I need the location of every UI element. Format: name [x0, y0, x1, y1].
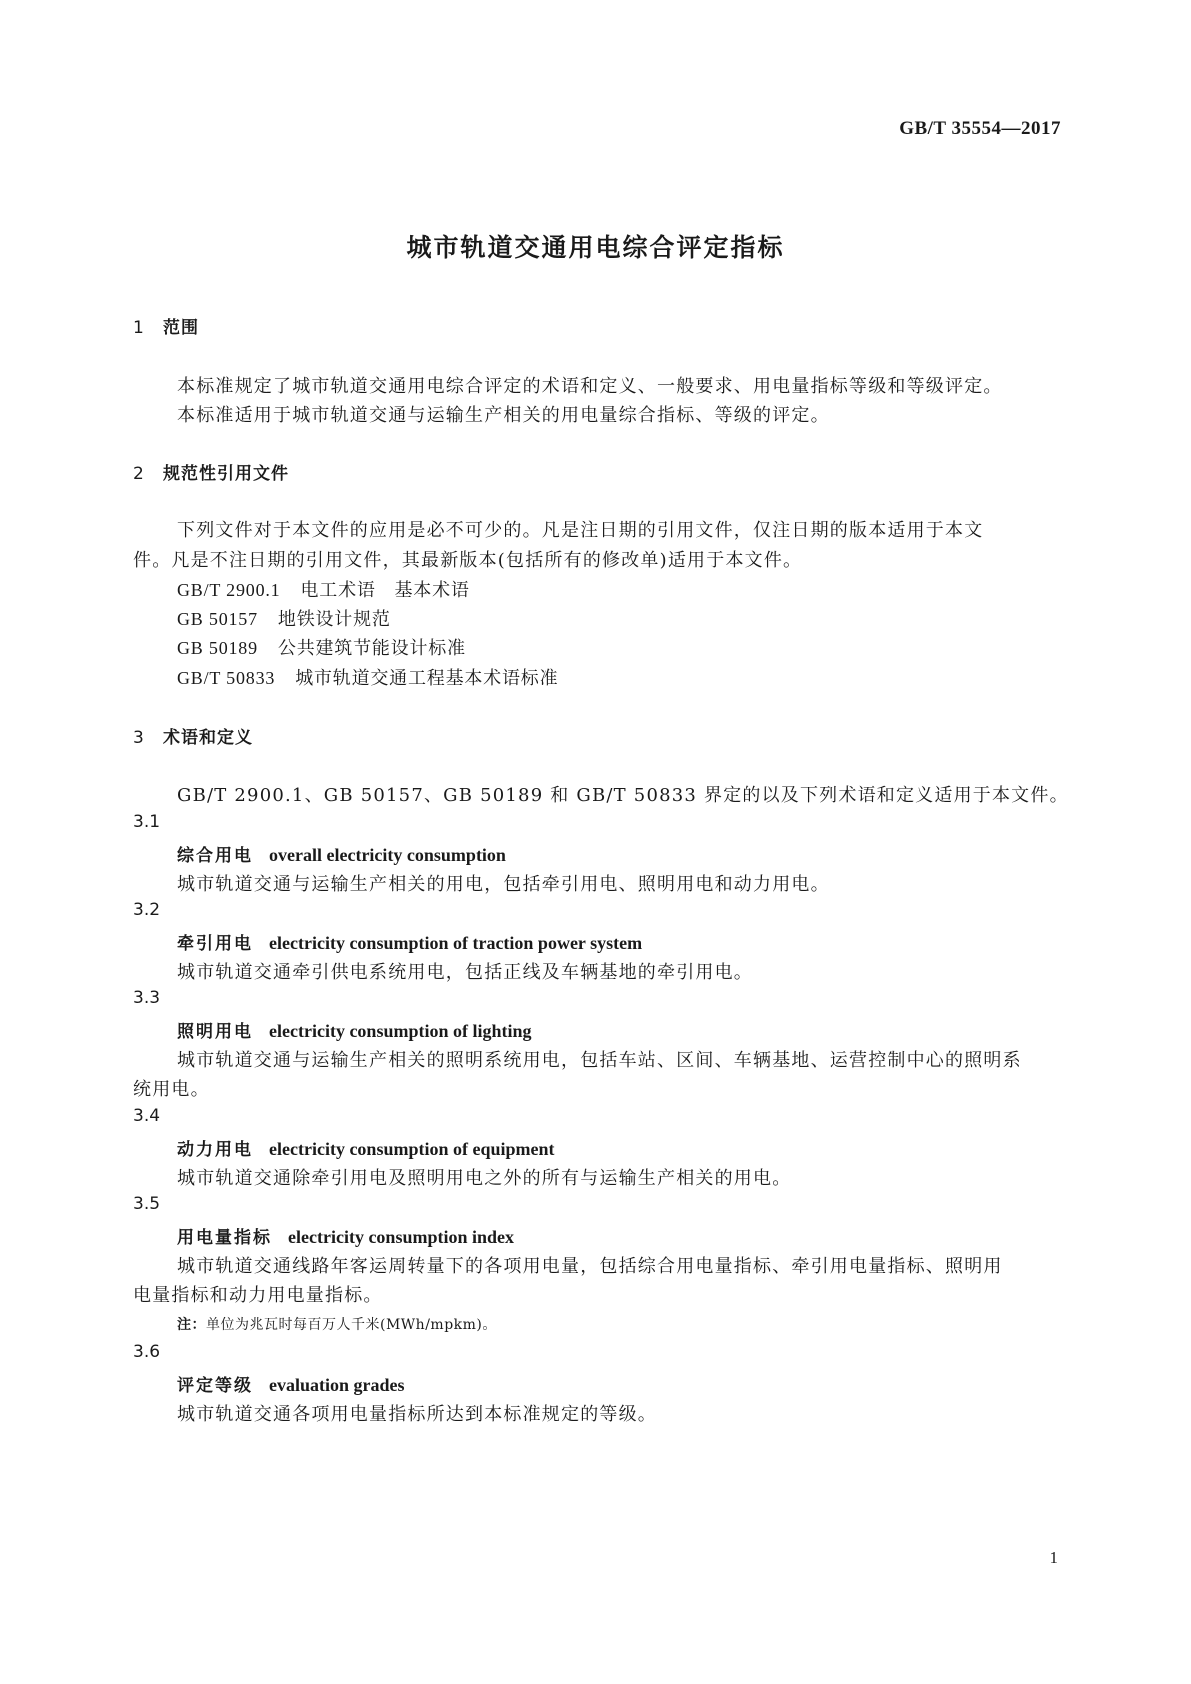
- term-zh: 综合用电: [177, 846, 253, 866]
- term-en: electricity consumption index: [288, 1227, 514, 1247]
- reference-name: 城市轨道交通工程基本术语标准: [295, 668, 559, 689]
- note-label: 注：: [177, 1317, 206, 1333]
- note-text: 单位为兆瓦时每百万人千米(MWh/mpkm)。: [206, 1317, 497, 1333]
- term-heading: [177, 1135, 554, 1160]
- term-definition-continued: 电量指标和动力用电量指标。: [133, 1285, 383, 1306]
- section-title: 规范性引用文件: [163, 464, 289, 484]
- term-heading: [177, 1017, 531, 1042]
- clause-number: 3.5: [133, 1194, 161, 1214]
- section-number: 3: [133, 728, 145, 748]
- term-zh: 照明用电: [177, 1022, 253, 1042]
- term-definition: 城市轨道交通牵引供电系统用电，包括正线及车辆基地的牵引用电。: [177, 962, 753, 983]
- term-definition: 城市轨道交通与运输生产相关的照明系统用电，包括车站、区间、车辆基地、运营控制中心的照明系: [177, 1050, 1022, 1071]
- section-number: 1: [133, 318, 145, 338]
- clause-number: 3.3: [133, 988, 161, 1008]
- term-definition-continued: 统用电。: [133, 1079, 210, 1100]
- page-number: 1: [1049, 1548, 1058, 1567]
- term-heading: [177, 1223, 514, 1248]
- term-heading: [177, 929, 642, 954]
- standard-code: GB/T 35554—2017: [899, 118, 1061, 139]
- section-heading: [133, 723, 253, 748]
- term-definition: 城市轨道交通与运输生产相关的用电，包括牵引用电、照明用电和动力用电。: [177, 874, 830, 895]
- paragraph: 下列文件对于本文件的应用是必不可少的。凡是注日期的引用文件，仅注日期的版本适用于本文: [177, 520, 984, 541]
- reference-name: 电工术语 基本术语: [300, 580, 470, 601]
- term-en: electricity consumption of traction power system: [269, 933, 643, 953]
- reference-name: 公共建筑节能设计标准: [277, 638, 466, 659]
- term-zh: 牵引用电: [177, 934, 253, 954]
- reference-code: GB 50189: [177, 638, 258, 658]
- term-en: evaluation grades: [269, 1375, 405, 1395]
- term-zh: 用电量指标: [177, 1228, 272, 1248]
- reference-item: [177, 664, 558, 690]
- section-number: 2: [133, 464, 145, 484]
- clause-number: 3.2: [133, 900, 161, 920]
- term-heading: [177, 1371, 405, 1396]
- document-title: 城市轨道交通用电综合评定指标: [406, 233, 785, 262]
- paragraph-continued: 件。凡是不注日期的引用文件，其最新版本(包括所有的修改单)适用于本文件。: [133, 550, 803, 571]
- reference-code: GB 50157: [177, 609, 258, 629]
- term-heading: [177, 841, 506, 866]
- clause-number: 3.4: [133, 1106, 161, 1126]
- term-en: electricity consumption of lighting: [269, 1021, 532, 1041]
- term-en: electricity consumption of equipment: [269, 1139, 555, 1159]
- clause-number: 3.6: [133, 1342, 161, 1362]
- section-heading: [133, 313, 199, 338]
- reference-item: [177, 634, 466, 660]
- term-definition: 城市轨道交通线路年客运周转量下的各项用电量，包括综合用电量指标、牵引用电量指标、照明用: [177, 1256, 1003, 1277]
- term-zh: 评定等级: [177, 1376, 253, 1396]
- reference-code: GB/T 2900.1: [177, 580, 281, 600]
- paragraph: 本标准规定了城市轨道交通用电综合评定的术语和定义、一般要求、用电量指标等级和等级评定。: [177, 376, 1003, 397]
- reference-item: [177, 605, 391, 631]
- note: [177, 1314, 497, 1334]
- paragraph: 本标准适用于城市轨道交通与运输生产相关的用电量综合指标、等级的评定。: [177, 405, 830, 426]
- term-definition: 城市轨道交通除牵引用电及照明用电之外的所有与运输生产相关的用电。: [177, 1168, 792, 1189]
- term-zh: 动力用电: [177, 1140, 253, 1160]
- section-title: 范围: [163, 318, 199, 338]
- paragraph: GB/T 2900.1、GB 50157、GB 50189 和 GB/T 50833 界定的以及下列术语和定义适用于本文件。: [177, 785, 1069, 806]
- reference-item: [177, 576, 470, 602]
- reference-code: GB/T 50833: [177, 668, 276, 688]
- clause-number: 3.1: [133, 812, 161, 832]
- term-definition: 城市轨道交通各项用电量指标所达到本标准规定的等级。: [177, 1404, 657, 1425]
- term-en: overall electricity consumption: [269, 845, 506, 865]
- section-title: 术语和定义: [163, 728, 253, 748]
- section-heading: [133, 459, 289, 484]
- reference-name: 地铁设计规范: [277, 609, 391, 630]
